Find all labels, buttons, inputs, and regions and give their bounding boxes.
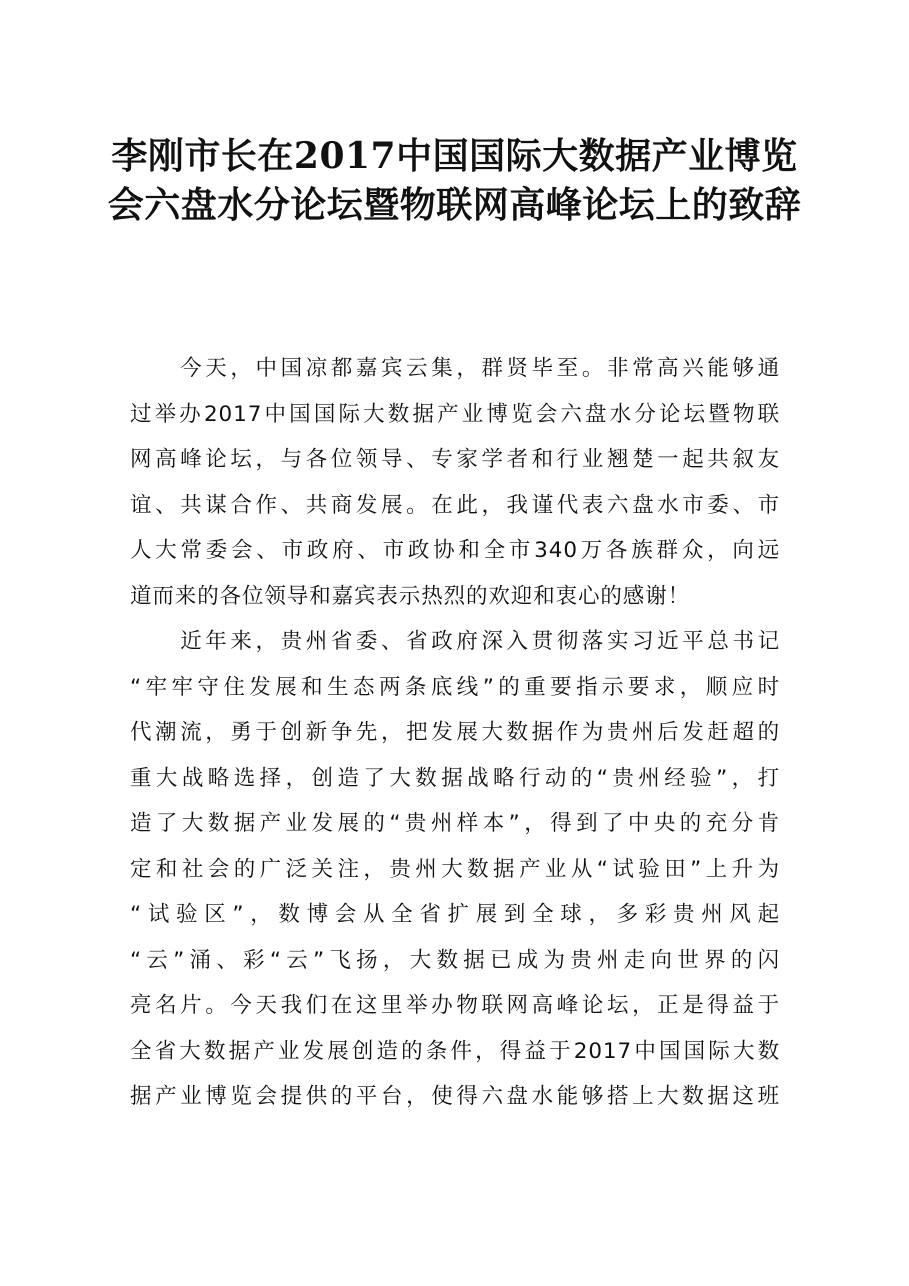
document-body <box>130 346 780 1120</box>
paragraph-1 <box>130 346 780 619</box>
text-line: 据产业博览会提供的平台，使得六盘水能够搭上大数据这班 <box>130 1084 780 1109</box>
paragraph-2 <box>130 619 780 1120</box>
text-line: “云”涌、彩“云”飞扬，大数据已成为贵州走向世界的闪 <box>130 947 780 973</box>
text-line: “试验区”，数博会从全省扩展到全球，多彩贵州风起 <box>130 902 780 927</box>
text-line: 人大常委会、市政府、市政协和全市340万各族群众，向远 <box>130 538 780 563</box>
text-line: 造了大数据产业发展的“贵州样本”，得到了中央的充分肯 <box>130 811 780 836</box>
text-line: 代潮流，勇于创新争先，把发展大数据作为贵州后发赶超的 <box>130 720 780 745</box>
text-line: 网高峰论坛，与各位领导、专家学者和行业翘楚一起共叙友 <box>130 447 780 472</box>
text-line: 今天，中国凉都嘉宾云集，群贤毕至。非常高兴能够通 <box>130 356 780 381</box>
text-line: 全省大数据产业发展创造的条件，得益于2017中国国际大数 <box>130 1038 780 1064</box>
document-title <box>100 132 809 230</box>
text-line: 过举办2017中国国际大数据产业博览会六盘水分论坛暨物联 <box>130 401 780 427</box>
text-line: 定和社会的广泛关注，贵州大数据产业从“试验田”上升为 <box>130 856 780 882</box>
text-line: 亮名片。今天我们在这里举办物联网高峰论坛，正是得益于 <box>130 993 780 1018</box>
text-line: 谊、共谋合作、共商发展。在此，我谨代表六盘水市委、市 <box>130 492 780 518</box>
text-line: “牢牢守住发展和生态两条底线”的重要指示要求，顺应时 <box>130 674 780 700</box>
text-line: 近年来，贵州省委、省政府深入贯彻落实习近平总书记 <box>130 629 780 654</box>
title-line: 李刚市长在2017中国国际大数据产业博览 <box>111 135 798 177</box>
text-line: 重大战略选择，创造了大数据战略行动的“贵州经验”，打 <box>130 765 780 791</box>
title-line: 会六盘水分论坛暨物联网高峰论坛上的致辞 <box>107 184 802 226</box>
text-line: 道而来的各位领导和嘉宾表示热烈的欢迎和衷心的感谢！ <box>130 583 691 609</box>
